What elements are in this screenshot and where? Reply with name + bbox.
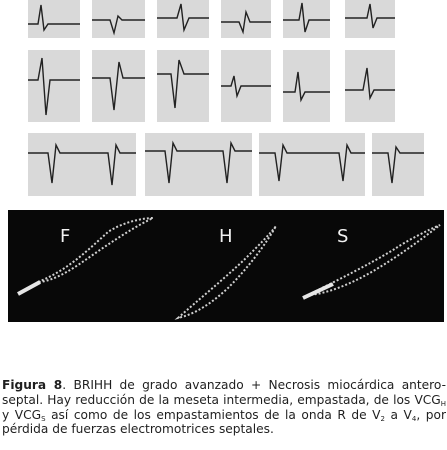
- vcg-label-h: H: [219, 226, 233, 247]
- vcg-label-f: F: [60, 226, 71, 247]
- ecg-strip: [157, 50, 209, 122]
- caption-sub: 2: [380, 414, 385, 423]
- ecg-strip: [92, 0, 145, 38]
- ecg-strip: [28, 50, 80, 122]
- caption-label: Figura 8: [2, 378, 63, 392]
- ecg-strip: [92, 50, 145, 122]
- ecg-strip: [221, 50, 271, 122]
- vcg-label-s: S: [337, 226, 349, 247]
- caption-sub: S: [41, 414, 46, 423]
- ecg-strip: [345, 50, 395, 122]
- ecg-strip: [28, 0, 80, 38]
- caption-text: a V: [384, 407, 412, 422]
- caption-text: BRIHH de grado avanzado + Necrosis miocárdica antero-septal. Hay reducción de la meseta intermedia, empastada, de los VCG: [2, 378, 446, 407]
- vcg-loops-panel: [8, 210, 444, 322]
- ecg-strip: [283, 50, 330, 122]
- ecg-strip: [283, 0, 330, 38]
- ecg-strip: [157, 0, 209, 38]
- ecg-strip: [145, 133, 252, 196]
- ecg-strip: [345, 0, 395, 38]
- ecg-strip: [259, 133, 365, 196]
- ecg-strip: [372, 133, 424, 196]
- caption-text: , por pérdida de fuerzas electromotrices septales.: [2, 407, 446, 437]
- caption-sub: 4: [411, 414, 417, 423]
- caption-text: así como de los empastamientos de la onda R de V: [45, 407, 381, 422]
- ecg-strip: [28, 133, 136, 196]
- caption-text: y VCG: [2, 407, 42, 422]
- figure-caption: [2, 378, 446, 437]
- caption-sep: .: [62, 378, 74, 392]
- caption-sub: H: [440, 399, 446, 408]
- ecg-strip: [221, 0, 271, 38]
